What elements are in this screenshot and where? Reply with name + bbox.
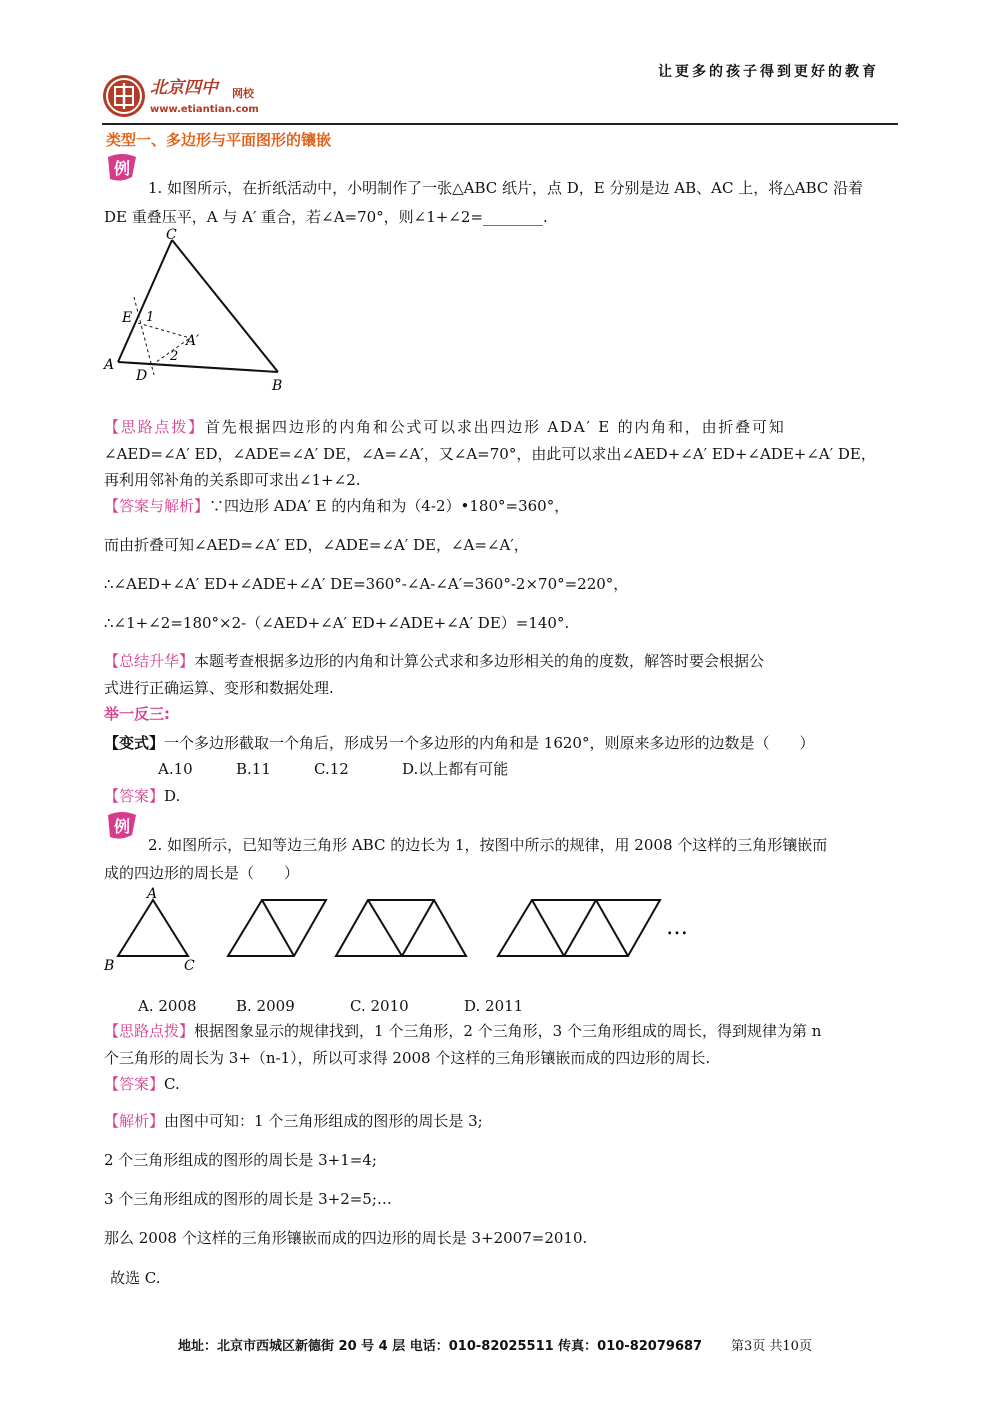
label-d: D [136, 368, 148, 384]
q2-line2: 成的四边形的周长是（ ） [104, 864, 300, 882]
label-e: E [122, 310, 133, 326]
logo-name: 北京四中 [150, 78, 218, 98]
side-cb [172, 240, 278, 372]
single-triangle [118, 900, 188, 956]
q1-answer-line4: ∴∠1+∠2=180°×2-（∠AED+∠A′ ED+∠ADE+∠A′ DE）=140°. [104, 614, 570, 632]
q1-answer-line2: 而由折叠可知∠AED=∠A′ ED，∠ADE=∠A′ DE，∠A=∠A′， [104, 536, 529, 554]
label-angle-2: 2 [170, 349, 179, 364]
example-badge-icon [104, 811, 140, 841]
q1-hint-line2: ∠AED=∠A′ ED，∠ADE=∠A′ DE，∠A=∠A′，又∠A=70°，由此可以求出∠AED+∠A′ ED+∠ADE+∠A′ DE， [104, 445, 876, 463]
school-logo-icon [103, 75, 145, 117]
label-c: C [184, 958, 195, 974]
label-c: C [166, 227, 177, 243]
label-a: A [147, 886, 158, 902]
example-badge-label-2: 例 [114, 817, 131, 836]
q1-summary-line1: 【总结升华】本题考查根据多边形的内角和计算公式求和多边形相关的角的度数，解答时要会根据公 [104, 652, 765, 670]
q2-hint-line2: 个三角形的周长为 3+（n-1），所以可求得 2008 个这样的三角形镶嵌而成的四边形的周长. [104, 1049, 711, 1067]
practice-title: 举一反三: [104, 705, 170, 723]
q2-triangle-tessellation-figure [100, 882, 720, 977]
label-b: B [104, 958, 115, 974]
q2-answer: 【答案】C. [104, 1075, 180, 1093]
logo-url: www.etiantian.com [150, 104, 259, 115]
variant-question: 【变式】一个多边形截取一个角后，形成另一个多边形的内角和是 1620°，则原来多边形的边数是（ ） [104, 734, 815, 752]
q2-analysis-line2: 2 个三角形组成的图形的周长是 3+1=4; [104, 1151, 377, 1169]
footer-address: 地址：北京市西城区新德街 20 号 4 层 电话：010-82025511 传真：010-82079687 [178, 1339, 703, 1354]
header-divider [102, 123, 898, 125]
label-a: A [104, 357, 115, 373]
q2-option-a: A. 2008 [138, 997, 197, 1015]
q2-analysis-line3: 3 个三角形组成的图形的周长是 3+2=5;… [104, 1190, 392, 1208]
q2-option-d: D. 2011 [464, 997, 524, 1015]
footer-page-number: 第3页 共10页 [731, 1339, 812, 1354]
q2-analysis-line4: 那么 2008 个这样的三角形镶嵌而成的四边形的周长是 3+2007=2010. [104, 1229, 588, 1247]
variant-tag: 【变式】 [104, 734, 165, 752]
q2-conclusion: 故选 C. [110, 1269, 161, 1287]
q1-line1: 1. 如图所示，在折纸活动中，小明制作了一张△ABC 纸片，点 D，E 分别是边 AB、AC 上，将△ABC 沿着 [148, 179, 864, 197]
variant-answer: 【答案】D. [104, 787, 181, 805]
q1-summary-tag: 【总结升华】 [104, 652, 195, 670]
q1-line2: DE 重叠压平，A 与 A′ 重合，若∠A=70°，则∠1+∠2=________. [104, 208, 548, 226]
variant-option-c: C.12 [314, 760, 349, 778]
variant-option-d: D.以上都有可能 [402, 760, 509, 778]
q2-answer-tag: 【答案】 [104, 1075, 165, 1093]
q1-answer-line3: ∴∠AED+∠A′ ED+∠ADE+∠A′ DE=360°-∠A-∠A′=360°-2×70°=220°， [104, 575, 629, 593]
q1-hint-tag: 【思路点拨】 [104, 418, 205, 436]
label-angle-1: 1 [146, 310, 155, 325]
fold-ea-prime [138, 323, 190, 338]
variant-answer-tag: 【答案】 [104, 787, 165, 805]
q2-option-c: C. 2010 [350, 997, 409, 1015]
continuation-dots: … [666, 915, 688, 940]
q1-hint-line3: 再利用邻补角的关系即可求出∠1+∠2. [104, 471, 361, 489]
q2-hint-tag: 【思路点拨】 [104, 1022, 195, 1040]
q2-hint-line1: 【思路点拨】根据图象显示的规律找到，1 个三角形，2 个三角形，3 个三角形组成的周长，得到规律为第 n [104, 1022, 822, 1040]
variant-option-b: B.11 [236, 760, 271, 778]
label-a-prime: A′ [186, 333, 200, 349]
q2-line1: 2. 如图所示，已知等边三角形 ABC 的边长为 1，按图中所示的规律，用 2008 个这样的三角形镶嵌而 [148, 836, 828, 854]
variant-option-a: A.10 [158, 760, 193, 778]
q2-analysis-line1: 【解析】由图中可知：1 个三角形组成的图形的周长是 3; [104, 1112, 483, 1130]
q1-answer-line1: 【答案与解析】∵四边形 ADA′ E 的内角和为（4-2）•180°=360°， [104, 497, 570, 515]
example-badge-label: 例 [114, 159, 131, 178]
example-badge-icon [104, 153, 140, 183]
q1-folded-triangle-figure [100, 225, 300, 395]
q2-option-b: B. 2009 [236, 997, 295, 1015]
q1-hint-line1: 【思路点拨】首先根据四边形的内角和公式可以求出四边形 ADA′ E 的内角和，由折叠可知 [104, 418, 786, 436]
logo-suffix: 网校 [232, 87, 254, 100]
q1-summary-line2: 式进行正确运算、变形和数据处理. [104, 679, 334, 697]
q1-answer-tag: 【答案与解析】 [104, 497, 210, 515]
section-title: 类型一、多边形与平面图形的镶嵌 [106, 131, 332, 149]
side-ac [118, 240, 172, 362]
label-b: B [272, 378, 283, 394]
header-slogan: 让更多的孩子得到更好的教育 [658, 64, 879, 80]
three-triangle-trapezoid [336, 900, 466, 956]
q2-analysis-tag: 【解析】 [104, 1112, 165, 1130]
